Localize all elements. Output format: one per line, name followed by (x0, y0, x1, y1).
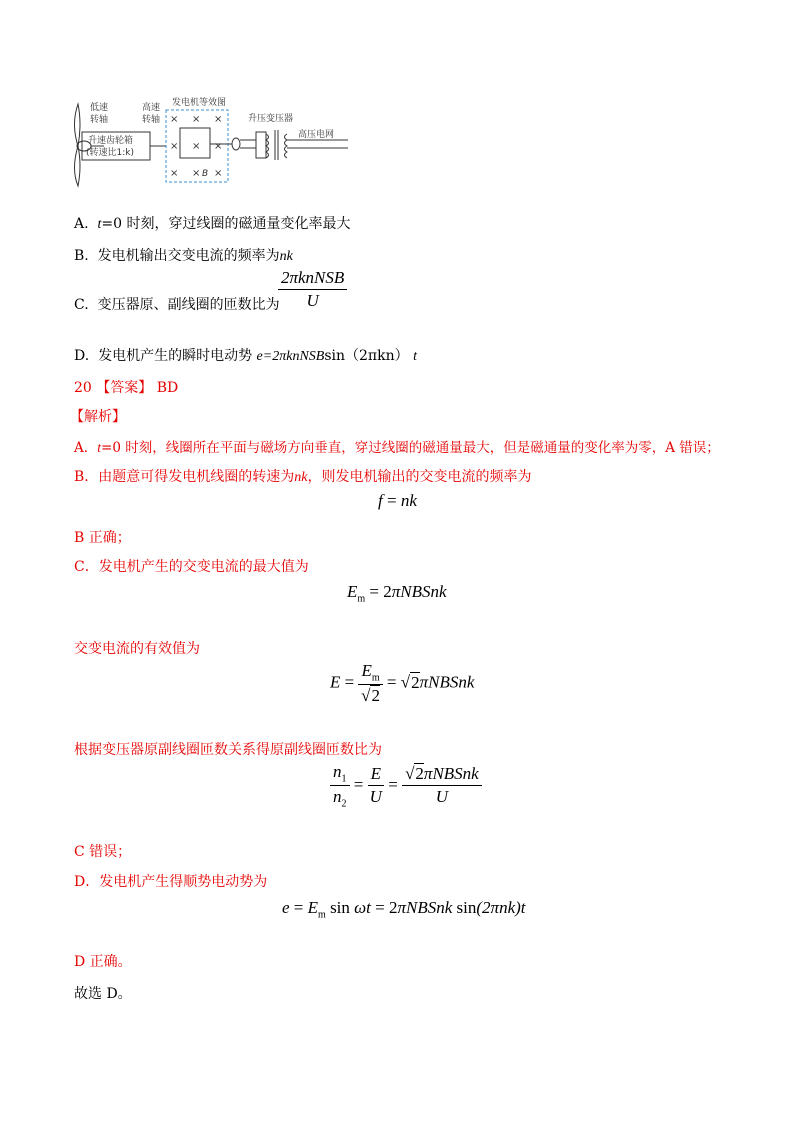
option-a: A. t=0 时刻，穿过线圈的磁通量变化率最大 (74, 216, 351, 232)
transformer-label: 升压变压器 (248, 114, 294, 124)
generator-label: 发电机等效图 (172, 98, 227, 108)
option-c-fraction: $\frac{\text{2πknNSB}}{U}$ (278, 268, 347, 311)
field-mark: × (170, 114, 179, 125)
grid-label: 高压电网 (298, 130, 335, 140)
formula-effective: E = $\frac{E_m}{√2}$ = √2πNBSnk (330, 661, 475, 706)
formula-ratio: $\frac{n_1}{n_2}$ = $\frac{E}{U}$ = $\frac{\text{√2πNBSnk}}{U}$ (330, 762, 482, 810)
formula-f: f = nk (378, 491, 417, 510)
field-label: B (202, 169, 209, 179)
generator-diagram (66, 94, 356, 190)
option-b: B. 发电机输出交变电流的频率为nk (74, 248, 293, 264)
option-d: D. 发电机产生的瞬时电动势 e=2πknNSBsin（2πkn） t (74, 348, 417, 364)
analysis-b: B．由题意可得发电机线圈的转速为nk，则发电机输出的交变电流的频率为 (74, 469, 532, 485)
formula-em: $E_m$ = 2πNBSnk (347, 582, 447, 605)
field-mark: × (214, 168, 223, 179)
field-mark: × (192, 168, 201, 179)
field-mark: × (214, 141, 223, 152)
formula-e: $e = E_m$ sin ωt = 2πNBSnk sin(2πnk)t (282, 898, 526, 921)
analysis-title: 【解析】 (70, 409, 126, 425)
analysis-d-conclusion: D 正确。 (74, 954, 132, 970)
gearbox-label: 升速齿轮箱 (88, 136, 134, 146)
high-speed-shaft-label-2: 转轴 (142, 115, 161, 125)
low-speed-shaft-label-2: 转轴 (90, 115, 109, 125)
analysis-effective: 交变电流的有效值为 (74, 641, 200, 657)
field-mark: × (170, 141, 179, 152)
field-mark: × (192, 114, 201, 125)
low-speed-shaft-label: 低速 (90, 103, 109, 113)
gearbox-ratio-label: (转速比1:k) (86, 148, 134, 158)
high-speed-shaft-label: 高速 (142, 103, 161, 113)
final-answer: 故选 D。 (74, 986, 132, 1002)
answer-line: 20 【答案】 BD (74, 380, 179, 396)
field-mark: × (214, 114, 223, 125)
analysis-d: D．发电机产生得顺势电动势为 (74, 874, 268, 890)
analysis-b-conclusion: B 正确； (74, 530, 131, 546)
field-mark: × (192, 141, 201, 152)
field-mark: × (170, 168, 179, 179)
option-c: C. 变压器原、副线圈的匝数比为 (74, 297, 280, 313)
analysis-c: C．发电机产生的交变电流的最大值为 (74, 559, 309, 575)
analysis-ratio: 根据变压器原副线圈匝数关系得原副线圈匝数比为 (74, 742, 382, 758)
analysis-c-conclusion: C 错误； (74, 844, 132, 860)
analysis-a: A．t=0 时刻，线圈所在平面与磁场方向垂直，穿过线圈的磁通量最大，但是磁通量的变化率为零，A 错误； (74, 440, 720, 456)
